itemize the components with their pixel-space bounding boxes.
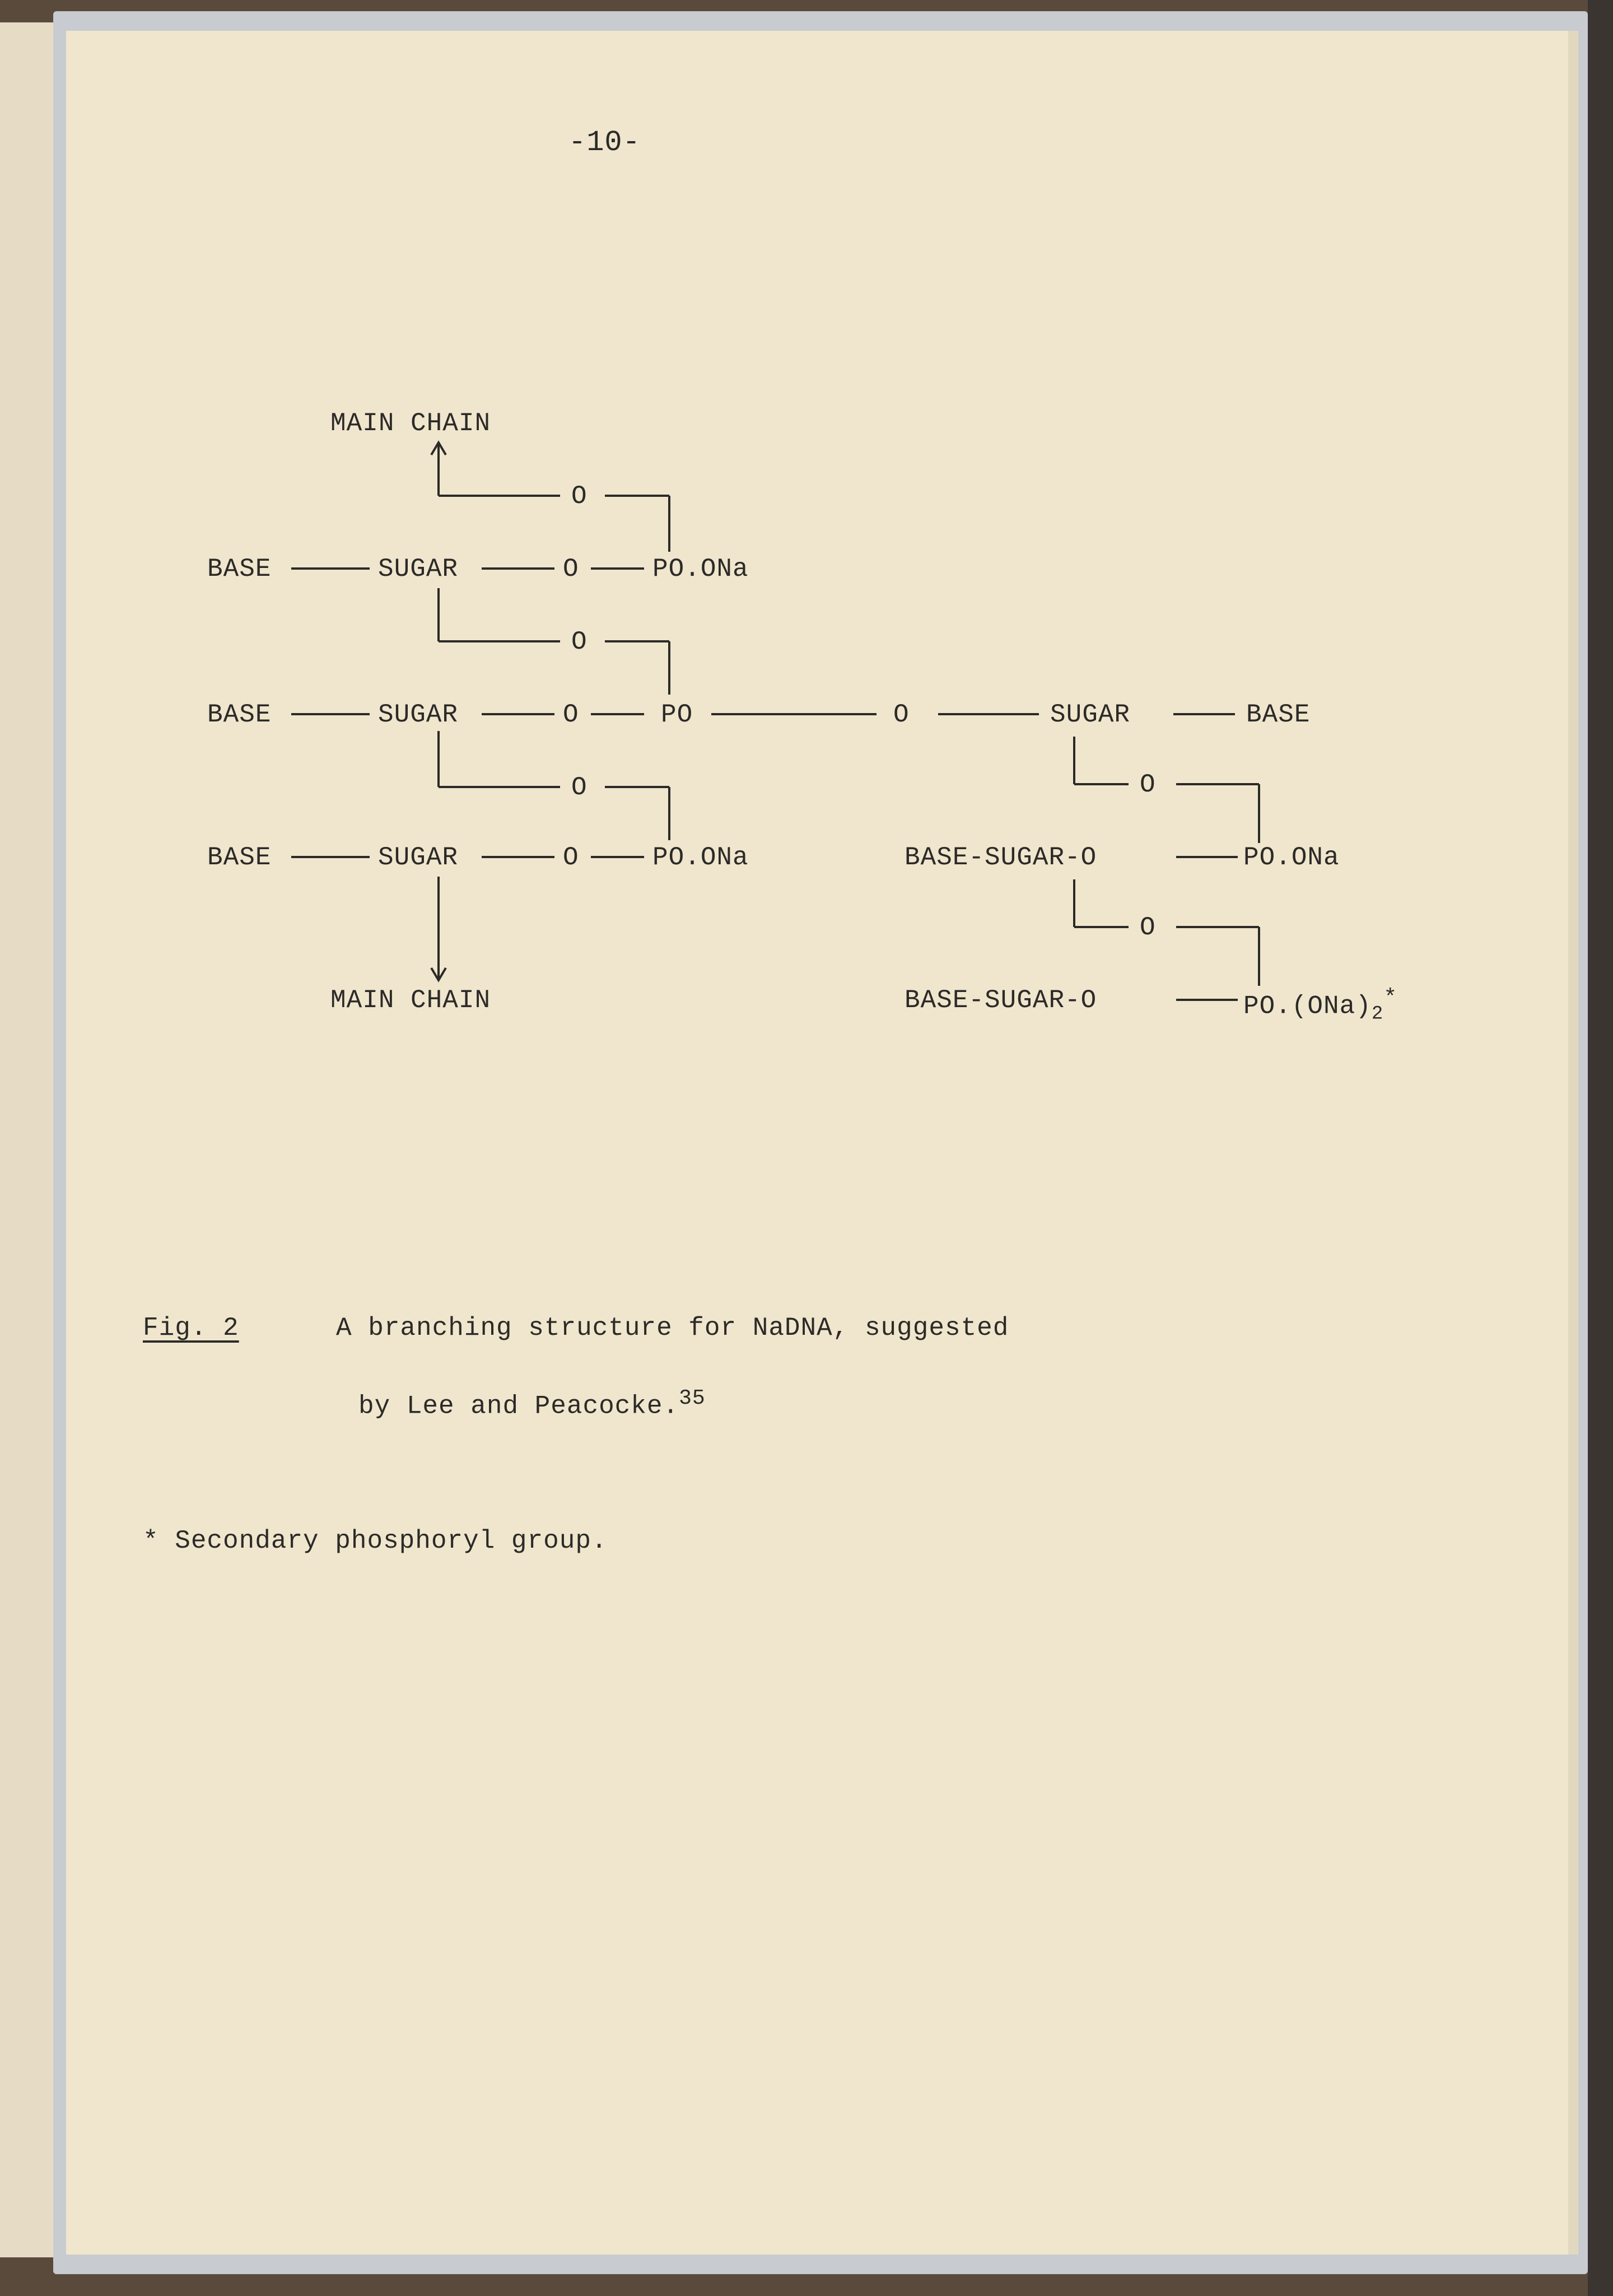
row2-sugar-right: SUGAR <box>1050 700 1131 729</box>
caption-line-2-text: by Lee and Peacocke. <box>358 1391 679 1421</box>
row3-po: PO.ONa <box>652 843 749 872</box>
row2-o: O <box>563 700 579 729</box>
row3-right: BASE-SUGAR-O <box>905 843 1097 872</box>
row1-base: BASE <box>207 555 272 584</box>
figure-label: Fig. 2 <box>143 1314 239 1343</box>
row4-po-text: PO.(ONa) <box>1243 991 1372 1021</box>
row4-right: BASE-SUGAR-O <box>905 986 1097 1015</box>
row1-sugar: SUGAR <box>378 555 459 584</box>
caption-line-1: A branching structure for NaDNA, suggested <box>336 1314 1009 1343</box>
row2-base-right: BASE <box>1246 700 1311 729</box>
row3-po-right: PO.ONa <box>1243 843 1340 872</box>
caption-line-2 <box>358 1386 706 1421</box>
oxygen-label: O <box>571 773 588 802</box>
row2-po: PO <box>661 700 693 729</box>
row2-base: BASE <box>207 700 272 729</box>
main-chain-bottom-label: MAIN CHAIN <box>330 986 491 1015</box>
main-chain-top-label: MAIN CHAIN <box>330 409 491 438</box>
row2-o2: O <box>893 700 910 729</box>
row2-sugar: SUGAR <box>378 700 459 729</box>
row1-po: PO.ONa <box>652 555 749 584</box>
oxygen-label: O <box>571 627 588 656</box>
row3-sugar: SUGAR <box>378 843 459 872</box>
row4-subscript: 2 <box>1371 1003 1384 1025</box>
oxygen-label: O <box>571 482 588 511</box>
row1-o: O <box>563 555 579 584</box>
footnote: * Secondary phosphoryl group. <box>143 1526 608 1555</box>
row4-po-right <box>1243 986 1397 1025</box>
oxygen-label-right: O <box>1140 913 1156 942</box>
oxygen-label-right: O <box>1140 770 1156 799</box>
row3-o: O <box>563 843 579 872</box>
row3-base: BASE <box>207 843 272 872</box>
row4-star: * <box>1383 986 1398 1011</box>
page-number: -10- <box>568 126 641 159</box>
reference-number: 35 <box>679 1386 706 1410</box>
